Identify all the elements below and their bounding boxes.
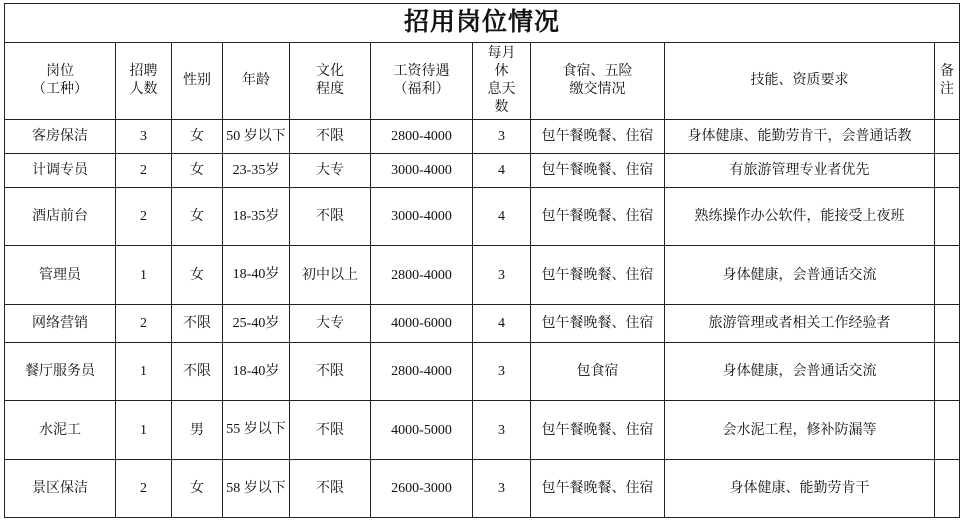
cell-text: 身体健康、能勤劳肯干: [729, 481, 870, 496]
cell-text: 50 岁以下: [226, 128, 286, 144]
cell-text: 客房保洁: [32, 129, 88, 144]
cell-text: 2800-4000: [391, 364, 452, 379]
cell-age: [223, 401, 290, 460]
cell-education: [290, 460, 371, 518]
cell-rest-days: [473, 401, 531, 460]
cell-text: 身体健康，会普通话交流: [722, 267, 877, 283]
cell-rest-days: [473, 188, 531, 246]
cell-gender: [172, 188, 223, 246]
header-line: 每月: [487, 46, 516, 61]
table-row: [5, 401, 960, 460]
cell-count: [116, 188, 172, 246]
cell-remarks: [935, 154, 960, 188]
header-line: 食宿、五险: [562, 64, 633, 79]
header-requirements: [665, 43, 935, 120]
cell-education: [290, 305, 371, 343]
cell-gender: [172, 154, 223, 188]
cell-text: 身体健康、能勤劳肯干，会普通话教: [687, 129, 912, 144]
cell-requirements: [665, 343, 935, 401]
header-line: 招聘: [129, 64, 158, 79]
cell-requirements: [665, 154, 935, 188]
table-row: [5, 246, 960, 305]
cell-board-insurance: [531, 188, 665, 246]
cell-remarks: [935, 120, 960, 154]
cell-requirements: [665, 305, 935, 343]
table-row: [5, 343, 960, 401]
header-age: [223, 43, 290, 120]
cell-remarks: [935, 246, 960, 305]
cell-text: 包午餐晚餐、住宿: [541, 163, 654, 178]
cell-board-insurance: [531, 343, 665, 401]
cell-text: 不限: [316, 422, 344, 438]
table-row: [5, 188, 960, 246]
cell-education: [290, 343, 371, 401]
cell-board-insurance: [531, 154, 665, 188]
cell-text: 58 岁以下: [226, 480, 286, 496]
header-education: [290, 43, 371, 120]
cell-text: 4000-6000: [391, 316, 452, 331]
cell-age: [223, 305, 290, 343]
cell-text: 初中以上: [302, 267, 358, 283]
header-line: 注: [940, 82, 955, 97]
table-row: [5, 120, 960, 154]
cell-text: 大专: [316, 163, 344, 178]
header-line: 年龄: [242, 73, 270, 88]
cell-text: 3: [498, 481, 505, 496]
header-line: 性别: [183, 73, 211, 88]
cell-age: [223, 120, 290, 154]
cell-text: 2800-4000: [391, 267, 452, 283]
cell-board-insurance: [531, 305, 665, 343]
table-row: [5, 154, 960, 188]
cell-salary: [371, 343, 473, 401]
cell-gender: [172, 120, 223, 154]
cell-requirements: [665, 401, 935, 460]
cell-text: 网络营销: [32, 316, 88, 331]
cell-text: 包午餐晚餐、住宿: [541, 481, 654, 496]
header-line: 息天: [487, 82, 516, 97]
cell-text: 23-35岁: [232, 162, 280, 178]
cell-board-insurance: [531, 120, 665, 154]
cell-education: [290, 401, 371, 460]
cell-text: 会水泥工程，修补防漏等: [722, 422, 877, 438]
cell-count: [116, 246, 172, 305]
cell-text: 管理员: [39, 267, 81, 283]
header-board-insurance: [531, 43, 665, 120]
cell-remarks: [935, 401, 960, 460]
cell-text: 餐厅服务员: [25, 364, 95, 379]
cell-salary: [371, 401, 473, 460]
cell-text: 2800-4000: [391, 129, 452, 144]
cell-text: 女: [190, 267, 204, 283]
cell-position: [5, 120, 116, 154]
cell-text: 4: [498, 209, 505, 224]
page-title: 招用岗位情况: [5, 4, 960, 43]
cell-position: [5, 401, 116, 460]
cell-board-insurance: [531, 460, 665, 518]
cell-gender: [172, 305, 223, 343]
cell-text: 18-40岁: [232, 363, 280, 379]
header-line: 人数: [129, 82, 158, 97]
table-row: [5, 305, 960, 343]
cell-text: 不限: [316, 364, 344, 379]
cell-rest-days: [473, 120, 531, 154]
cell-position: [5, 154, 116, 188]
cell-position: [5, 343, 116, 401]
cell-text: 1: [140, 267, 147, 283]
cell-count: [116, 154, 172, 188]
header-line: 技能、资质要求: [750, 73, 849, 88]
cell-requirements: [665, 460, 935, 518]
header-line: 数: [494, 100, 509, 115]
cell-rest-days: [473, 343, 531, 401]
cell-age: [223, 154, 290, 188]
cell-text: 不限: [183, 316, 211, 331]
cell-education: [290, 154, 371, 188]
header-line: 程度: [316, 82, 344, 97]
cell-remarks: [935, 343, 960, 401]
cell-board-insurance: [531, 246, 665, 305]
cell-requirements: [665, 188, 935, 246]
cell-count: [116, 120, 172, 154]
cell-gender: [172, 343, 223, 401]
cell-text: 55 岁以下: [226, 422, 286, 437]
cell-text: 4: [498, 316, 505, 331]
cell-text: 2600-3000: [391, 481, 452, 496]
cell-text: 包食宿: [576, 364, 619, 379]
cell-text: 3: [498, 364, 505, 379]
cell-text: 包午餐晚餐、住宿: [541, 422, 654, 438]
header-line: 岗位: [46, 64, 74, 79]
cell-text: 包午餐晚餐、住宿: [541, 129, 654, 144]
cell-count: [116, 343, 172, 401]
header-remarks: [935, 43, 960, 120]
cell-position: [5, 305, 116, 343]
cell-rest-days: [473, 246, 531, 305]
cell-age: [223, 188, 290, 246]
cell-salary: [371, 188, 473, 246]
cell-text: 4: [498, 163, 505, 178]
header-rest-days: [473, 43, 531, 120]
header-line: 工资待遇: [393, 64, 450, 79]
header-line: 缴交情况: [569, 82, 626, 97]
cell-text: 2: [140, 163, 147, 178]
cell-text: 有旅游管理专业者优先: [729, 163, 870, 178]
title-row: [5, 4, 960, 43]
cell-text: 不限: [183, 364, 211, 379]
cell-text: 2: [140, 481, 147, 496]
cell-text: 包午餐晚餐、住宿: [541, 267, 654, 283]
recruitment-table: [4, 3, 960, 518]
cell-remarks: [935, 188, 960, 246]
cell-rest-days: [473, 460, 531, 518]
cell-rest-days: [473, 154, 531, 188]
header-line: （工种）: [32, 82, 88, 97]
header-line: 备: [940, 64, 955, 79]
cell-text: 1: [140, 422, 147, 438]
header-line: 文化: [316, 64, 344, 79]
cell-salary: [371, 246, 473, 305]
cell-text: 包午餐晚餐、住宿: [541, 316, 654, 331]
header-position: [5, 43, 116, 120]
cell-education: [290, 246, 371, 305]
header-salary: [371, 43, 473, 120]
cell-remarks: [935, 305, 960, 343]
cell-text: 男: [190, 422, 204, 438]
cell-text: 旅游管理或者相关工作经验者: [708, 316, 891, 331]
cell-age: [223, 460, 290, 518]
cell-text: 3: [498, 129, 505, 144]
cell-text: 18-40岁: [232, 267, 280, 282]
cell-salary: [371, 305, 473, 343]
cell-text: 不限: [316, 129, 344, 144]
cell-text: 25-40岁: [232, 315, 280, 331]
cell-rest-days: [473, 305, 531, 343]
header-count: [116, 43, 172, 120]
cell-position: [5, 246, 116, 305]
cell-text: 女: [190, 481, 204, 496]
cell-text: 4000-5000: [391, 422, 452, 438]
cell-remarks: [935, 460, 960, 518]
table-row: [5, 460, 960, 518]
cell-text: 计调专员: [32, 163, 88, 178]
cell-education: [290, 120, 371, 154]
cell-gender: [172, 401, 223, 460]
cell-salary: [371, 154, 473, 188]
cell-position: [5, 188, 116, 246]
cell-salary: [371, 120, 473, 154]
cell-text: 景区保洁: [32, 481, 88, 496]
cell-text: 身体健康，会普通话交流: [722, 364, 877, 379]
header-line: 休: [494, 64, 509, 79]
cell-text: 女: [190, 209, 204, 224]
table-head: [5, 4, 960, 120]
cell-text: 水泥工: [39, 422, 81, 438]
cell-count: [116, 401, 172, 460]
cell-position: [5, 460, 116, 518]
table-body: [5, 120, 960, 518]
cell-text: 不限: [316, 209, 344, 224]
cell-text: 3: [498, 422, 505, 438]
cell-text: 包午餐晚餐、住宿: [541, 209, 654, 224]
cell-education: [290, 188, 371, 246]
cell-text: 3: [498, 267, 505, 283]
header-line: （福利）: [393, 82, 450, 97]
cell-text: 18-35岁: [232, 208, 280, 224]
cell-board-insurance: [531, 401, 665, 460]
cell-text: 3000-4000: [391, 163, 452, 178]
cell-age: [223, 246, 290, 305]
cell-text: 女: [190, 129, 204, 144]
cell-text: 不限: [316, 481, 344, 496]
cell-text: 大专: [316, 316, 344, 331]
cell-text: 酒店前台: [32, 209, 88, 224]
cell-age: [223, 343, 290, 401]
cell-text: 2: [140, 316, 147, 331]
cell-count: [116, 305, 172, 343]
header-gender: [172, 43, 223, 120]
cell-salary: [371, 460, 473, 518]
cell-text: 熟练操作办公软件，能接受上夜班: [694, 209, 905, 224]
cell-text: 3000-4000: [391, 209, 452, 224]
cell-count: [116, 460, 172, 518]
cell-text: 女: [190, 163, 204, 178]
cell-gender: [172, 246, 223, 305]
cell-text: 3: [140, 129, 147, 144]
cell-requirements: [665, 246, 935, 305]
cell-text: 2: [140, 209, 147, 224]
cell-text: 1: [140, 364, 147, 379]
cell-requirements: [665, 120, 935, 154]
header-row: [5, 43, 960, 120]
cell-gender: [172, 460, 223, 518]
